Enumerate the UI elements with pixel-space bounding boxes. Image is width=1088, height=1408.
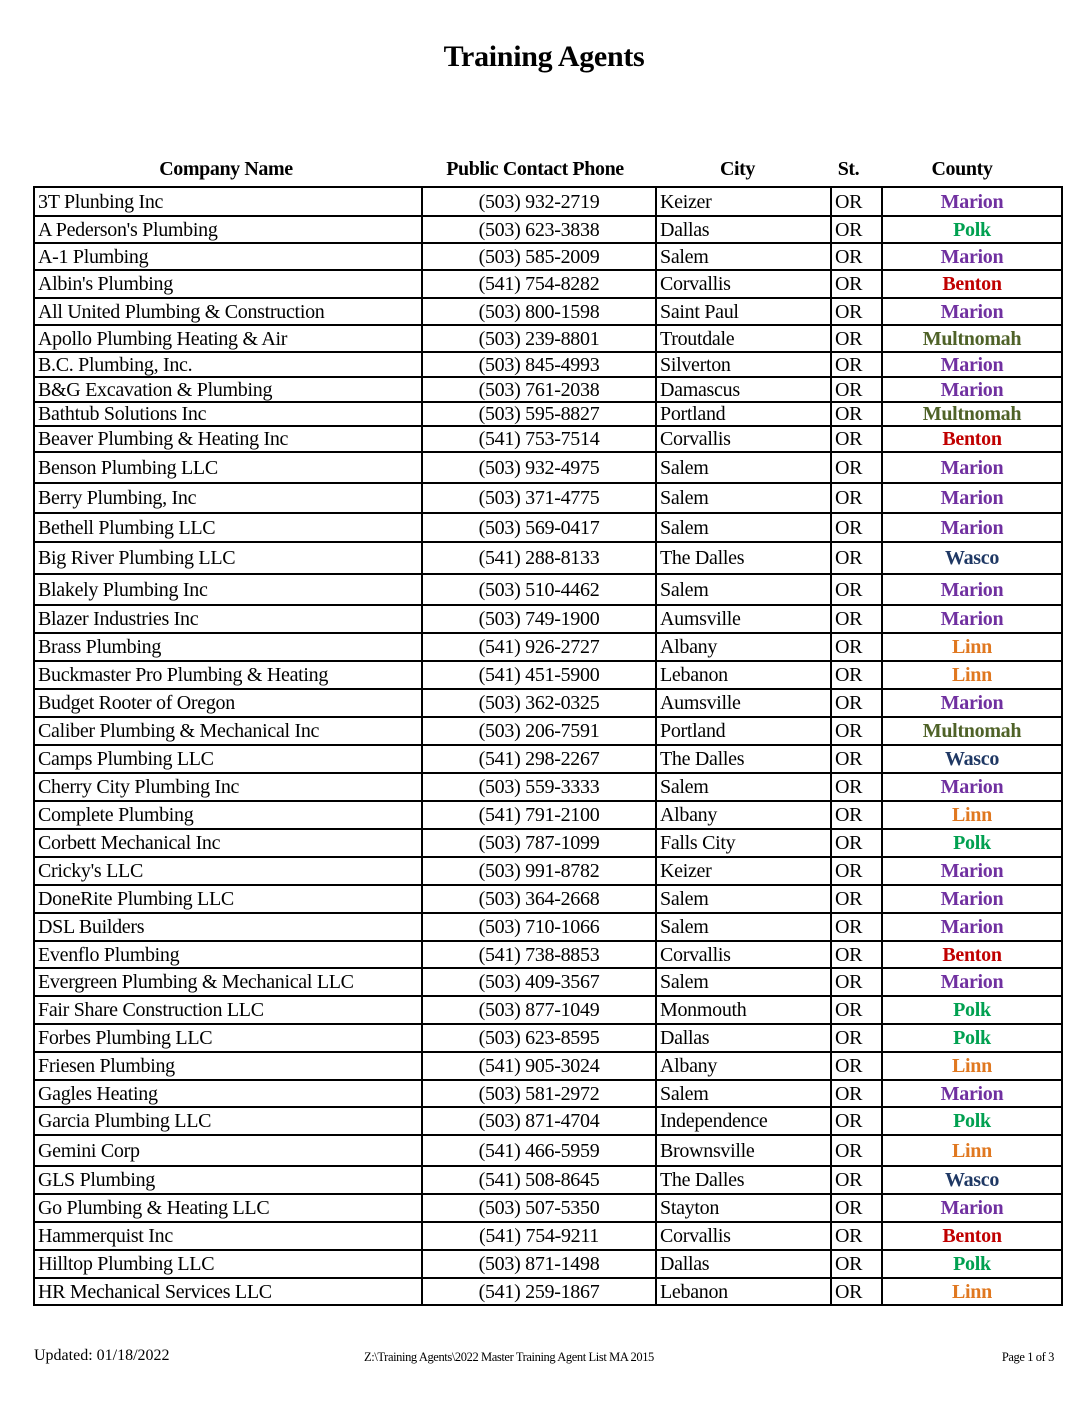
county-cell: Polk	[882, 1107, 1062, 1135]
county-cell: Multnomah	[882, 402, 1062, 426]
company-name-cell: Brass Plumbing	[34, 633, 422, 661]
phone-cell: (541) 738-8853	[422, 941, 656, 968]
state-cell: OR	[831, 745, 882, 773]
header-city: City	[719, 158, 756, 180]
table-row	[34, 1107, 1062, 1135]
city-cell: Albany	[656, 801, 831, 829]
state-cell: OR	[831, 689, 882, 717]
table-row	[34, 1080, 1062, 1107]
table-body	[34, 187, 1062, 1305]
company-name-cell: Big River Plumbing LLC	[34, 542, 422, 574]
phone-cell: (541) 298-2267	[422, 745, 656, 773]
state-cell: OR	[831, 885, 882, 913]
header-company-name: Company Name	[159, 158, 293, 180]
county-cell: Multnomah	[882, 325, 1062, 352]
phone-cell: (541) 753-7514	[422, 426, 656, 452]
table-row	[34, 513, 1062, 542]
company-name-cell: A-1 Plumbing	[34, 243, 422, 270]
state-cell: OR	[831, 298, 882, 325]
company-name-cell: Evergreen Plumbing & Mechanical LLC	[34, 968, 422, 996]
state-cell: OR	[831, 913, 882, 941]
company-name-cell: Fair Share Construction LLC	[34, 996, 422, 1024]
city-cell: Salem	[656, 968, 831, 996]
city-cell: Corvallis	[656, 941, 831, 968]
table-row	[34, 1052, 1062, 1080]
phone-cell: (541) 905-3024	[422, 1052, 656, 1080]
company-name-cell: Blakely Plumbing Inc	[34, 574, 422, 605]
phone-cell: (541) 926-2727	[422, 633, 656, 661]
company-name-cell: Cricky's LLC	[34, 857, 422, 885]
phone-cell: (541) 754-8282	[422, 270, 656, 298]
state-cell: OR	[831, 1222, 882, 1250]
phone-cell: (503) 585-2009	[422, 243, 656, 270]
table-row	[34, 325, 1062, 352]
table-row	[34, 913, 1062, 941]
company-name-cell: Albin's Plumbing	[34, 270, 422, 298]
phone-cell: (503) 932-2719	[422, 187, 656, 216]
company-name-cell: Buckmaster Pro Plumbing & Heating	[34, 661, 422, 689]
county-cell: Marion	[882, 885, 1062, 913]
city-cell: Corvallis	[656, 1222, 831, 1250]
state-cell: OR	[831, 402, 882, 426]
state-cell: OR	[831, 216, 882, 243]
county-cell: Marion	[882, 689, 1062, 717]
city-cell: Salem	[656, 1080, 831, 1107]
county-cell: Linn	[882, 633, 1062, 661]
city-cell: Albany	[656, 633, 831, 661]
city-cell: Albany	[656, 1052, 831, 1080]
state-cell: OR	[831, 1024, 882, 1052]
phone-cell: (503) 877-1049	[422, 996, 656, 1024]
county-cell: Linn	[882, 661, 1062, 689]
state-cell: OR	[831, 661, 882, 689]
state-cell: OR	[831, 377, 882, 402]
city-cell: The Dalles	[656, 1166, 831, 1194]
state-cell: OR	[831, 941, 882, 968]
city-cell: Aumsville	[656, 689, 831, 717]
city-cell: Salem	[656, 574, 831, 605]
company-name-cell: Camps Plumbing LLC	[34, 745, 422, 773]
city-cell: Keizer	[656, 187, 831, 216]
county-cell: Marion	[882, 1080, 1062, 1107]
header-state: St.	[837, 158, 860, 180]
state-cell: OR	[831, 1107, 882, 1135]
county-cell: Marion	[882, 377, 1062, 402]
phone-cell: (541) 508-8645	[422, 1166, 656, 1194]
city-cell: Silverton	[656, 352, 831, 377]
phone-cell: (503) 991-8782	[422, 857, 656, 885]
phone-cell: (503) 595-8827	[422, 402, 656, 426]
phone-cell: (503) 569-0417	[422, 513, 656, 542]
company-name-cell: Blazer Industries Inc	[34, 605, 422, 633]
table-row	[34, 452, 1062, 483]
company-name-cell: A Pederson's Plumbing	[34, 216, 422, 243]
company-name-cell: Benson Plumbing LLC	[34, 452, 422, 483]
phone-cell: (503) 749-1900	[422, 605, 656, 633]
table-row	[34, 187, 1062, 216]
table-row	[34, 968, 1062, 996]
county-cell: Wasco	[882, 542, 1062, 574]
company-name-cell: Forbes Plumbing LLC	[34, 1024, 422, 1052]
state-cell: OR	[831, 801, 882, 829]
phone-cell: (503) 559-3333	[422, 773, 656, 801]
city-cell: Lebanon	[656, 661, 831, 689]
state-cell: OR	[831, 513, 882, 542]
county-cell: Benton	[882, 270, 1062, 298]
phone-cell: (503) 787-1099	[422, 829, 656, 857]
phone-cell: (503) 362-0325	[422, 689, 656, 717]
phone-cell: (541) 451-5900	[422, 661, 656, 689]
table-row	[34, 829, 1062, 857]
table-row	[34, 717, 1062, 745]
city-cell: Saint Paul	[656, 298, 831, 325]
state-cell: OR	[831, 773, 882, 801]
city-cell: Salem	[656, 885, 831, 913]
table-row	[34, 216, 1062, 243]
phone-cell: (503) 507-5350	[422, 1194, 656, 1222]
city-cell: Corvallis	[656, 270, 831, 298]
company-name-cell: Go Plumbing & Heating LLC	[34, 1194, 422, 1222]
county-cell: Polk	[882, 1250, 1062, 1278]
training-agents-table	[33, 186, 1063, 1306]
table-row	[34, 1222, 1062, 1250]
city-cell: Salem	[656, 513, 831, 542]
table-row	[34, 1135, 1062, 1166]
phone-cell: (503) 510-4462	[422, 574, 656, 605]
company-name-cell: Budget Rooter of Oregon	[34, 689, 422, 717]
table-row	[34, 1250, 1062, 1278]
city-cell: Salem	[656, 483, 831, 513]
county-cell: Marion	[882, 243, 1062, 270]
city-cell: Dallas	[656, 1250, 831, 1278]
county-cell: Benton	[882, 941, 1062, 968]
county-cell: Linn	[882, 1135, 1062, 1166]
company-name-cell: GLS Plumbing	[34, 1166, 422, 1194]
state-cell: OR	[831, 1135, 882, 1166]
county-cell: Multnomah	[882, 717, 1062, 745]
city-cell: Aumsville	[656, 605, 831, 633]
company-name-cell: 3T Plunbing Inc	[34, 187, 422, 216]
table-row	[34, 270, 1062, 298]
county-cell: Benton	[882, 426, 1062, 452]
phone-cell: (541) 288-8133	[422, 542, 656, 574]
phone-cell: (503) 800-1598	[422, 298, 656, 325]
company-name-cell: Berry Plumbing, Inc	[34, 483, 422, 513]
state-cell: OR	[831, 243, 882, 270]
table-row	[34, 352, 1062, 377]
city-cell: Damascus	[656, 377, 831, 402]
phone-cell: (503) 239-8801	[422, 325, 656, 352]
updated-date: Updated: 01/18/2022	[34, 1347, 170, 1364]
company-name-cell: Bethell Plumbing LLC	[34, 513, 422, 542]
city-cell: Falls City	[656, 829, 831, 857]
table-row	[34, 1194, 1062, 1222]
city-cell: Salem	[656, 773, 831, 801]
city-cell: The Dalles	[656, 745, 831, 773]
phone-cell: (541) 259-1867	[422, 1278, 656, 1305]
state-cell: OR	[831, 1194, 882, 1222]
city-cell: Corvallis	[656, 426, 831, 452]
county-cell: Marion	[882, 1194, 1062, 1222]
company-name-cell: Friesen Plumbing	[34, 1052, 422, 1080]
city-cell: Dallas	[656, 216, 831, 243]
phone-cell: (503) 871-4704	[422, 1107, 656, 1135]
phone-cell: (541) 754-9211	[422, 1222, 656, 1250]
table-row	[34, 1278, 1062, 1305]
table-row	[34, 377, 1062, 402]
phone-cell: (503) 623-8595	[422, 1024, 656, 1052]
phone-cell: (503) 761-2038	[422, 377, 656, 402]
state-cell: OR	[831, 1166, 882, 1194]
city-cell: Troutdale	[656, 325, 831, 352]
header-public-contact-phone: Public Contact Phone	[446, 158, 624, 180]
county-cell: Marion	[882, 452, 1062, 483]
company-name-cell: Garcia Plumbing LLC	[34, 1107, 422, 1135]
county-cell: Wasco	[882, 1166, 1062, 1194]
state-cell: OR	[831, 717, 882, 745]
state-cell: OR	[831, 325, 882, 352]
phone-cell: (503) 364-2668	[422, 885, 656, 913]
table-row	[34, 773, 1062, 801]
phone-cell: (503) 206-7591	[422, 717, 656, 745]
company-name-cell: Gagles Heating	[34, 1080, 422, 1107]
state-cell: OR	[831, 1278, 882, 1305]
state-cell: OR	[831, 968, 882, 996]
county-cell: Polk	[882, 216, 1062, 243]
county-cell: Wasco	[882, 745, 1062, 773]
city-cell: Monmouth	[656, 996, 831, 1024]
city-cell: Salem	[656, 913, 831, 941]
county-cell: Benton	[882, 1222, 1062, 1250]
company-name-cell: DSL Builders	[34, 913, 422, 941]
county-cell: Marion	[882, 483, 1062, 513]
phone-cell: (503) 409-3567	[422, 968, 656, 996]
phone-cell: (503) 623-3838	[422, 216, 656, 243]
page-number: Page 1 of 3	[1001, 1350, 1054, 1364]
county-cell: Marion	[882, 913, 1062, 941]
county-cell: Marion	[882, 968, 1062, 996]
table-row	[34, 1166, 1062, 1194]
table-row	[34, 483, 1062, 513]
city-cell: Salem	[656, 243, 831, 270]
table-row	[34, 243, 1062, 270]
state-cell: OR	[831, 857, 882, 885]
phone-cell: (541) 791-2100	[422, 801, 656, 829]
state-cell: OR	[831, 426, 882, 452]
column-headers	[33, 155, 1053, 185]
county-cell: Marion	[882, 773, 1062, 801]
city-cell: Portland	[656, 402, 831, 426]
company-name-cell: Cherry City Plumbing Inc	[34, 773, 422, 801]
state-cell: OR	[831, 270, 882, 298]
state-cell: OR	[831, 187, 882, 216]
county-cell: Linn	[882, 1278, 1062, 1305]
state-cell: OR	[831, 542, 882, 574]
state-cell: OR	[831, 574, 882, 605]
file-path: Z:\Training Agents\2022 Master Training Agent List MA 2015	[364, 1350, 654, 1364]
state-cell: OR	[831, 829, 882, 857]
company-name-cell: HR Mechanical Services LLC	[34, 1278, 422, 1305]
table-row	[34, 1024, 1062, 1052]
table-row	[34, 574, 1062, 605]
phone-cell: (503) 581-2972	[422, 1080, 656, 1107]
company-name-cell: Hilltop Plumbing LLC	[34, 1250, 422, 1278]
county-cell: Marion	[882, 513, 1062, 542]
county-cell: Marion	[882, 605, 1062, 633]
city-cell: Keizer	[656, 857, 831, 885]
company-name-cell: Corbett Mechanical Inc	[34, 829, 422, 857]
city-cell: Lebanon	[656, 1278, 831, 1305]
company-name-cell: Bathtub Solutions Inc	[34, 402, 422, 426]
company-name-cell: Beaver Plumbing & Heating Inc	[34, 426, 422, 452]
phone-cell: (541) 466-5959	[422, 1135, 656, 1166]
city-cell: Dallas	[656, 1024, 831, 1052]
state-cell: OR	[831, 1250, 882, 1278]
county-cell: Polk	[882, 996, 1062, 1024]
state-cell: OR	[831, 452, 882, 483]
company-name-cell: Caliber Plumbing & Mechanical Inc	[34, 717, 422, 745]
county-cell: Marion	[882, 857, 1062, 885]
phone-cell: (503) 371-4775	[422, 483, 656, 513]
page-footer	[34, 1347, 1054, 1367]
company-name-cell: Complete Plumbing	[34, 801, 422, 829]
city-cell: The Dalles	[656, 542, 831, 574]
city-cell: Independence	[656, 1107, 831, 1135]
table-row	[34, 298, 1062, 325]
county-cell: Linn	[882, 1052, 1062, 1080]
company-name-cell: B.C. Plumbing, Inc.	[34, 352, 422, 377]
table-row	[34, 801, 1062, 829]
company-name-cell: All United Plumbing & Construction	[34, 298, 422, 325]
table-row	[34, 605, 1062, 633]
table-row	[34, 857, 1062, 885]
state-cell: OR	[831, 1080, 882, 1107]
table-row	[34, 941, 1062, 968]
city-cell: Brownsville	[656, 1135, 831, 1166]
state-cell: OR	[831, 483, 882, 513]
table-row	[34, 426, 1062, 452]
state-cell: OR	[831, 1052, 882, 1080]
table-row	[34, 402, 1062, 426]
county-cell: Polk	[882, 829, 1062, 857]
county-cell: Marion	[882, 187, 1062, 216]
company-name-cell: B&G Excavation & Plumbing	[34, 377, 422, 402]
state-cell: OR	[831, 352, 882, 377]
company-name-cell: Evenflo Plumbing	[34, 941, 422, 968]
company-name-cell: DoneRite Plumbing LLC	[34, 885, 422, 913]
table-row	[34, 885, 1062, 913]
table-row	[34, 996, 1062, 1024]
company-name-cell: Gemini Corp	[34, 1135, 422, 1166]
county-cell: Linn	[882, 801, 1062, 829]
state-cell: OR	[831, 605, 882, 633]
city-cell: Stayton	[656, 1194, 831, 1222]
table-row	[34, 633, 1062, 661]
county-cell: Marion	[882, 574, 1062, 605]
header-county: County	[931, 158, 993, 180]
phone-cell: (503) 932-4975	[422, 452, 656, 483]
county-cell: Marion	[882, 298, 1062, 325]
table-row	[34, 745, 1062, 773]
phone-cell: (503) 845-4993	[422, 352, 656, 377]
county-cell: Marion	[882, 352, 1062, 377]
county-cell: Polk	[882, 1024, 1062, 1052]
table-row	[34, 661, 1062, 689]
page-title: Training Agents	[443, 40, 645, 73]
table-row	[34, 542, 1062, 574]
phone-cell: (503) 710-1066	[422, 913, 656, 941]
state-cell: OR	[831, 996, 882, 1024]
phone-cell: (503) 871-1498	[422, 1250, 656, 1278]
company-name-cell: Apollo Plumbing Heating & Air	[34, 325, 422, 352]
state-cell: OR	[831, 633, 882, 661]
company-name-cell: Hammerquist Inc	[34, 1222, 422, 1250]
city-cell: Salem	[656, 452, 831, 483]
city-cell: Portland	[656, 717, 831, 745]
table-row	[34, 689, 1062, 717]
